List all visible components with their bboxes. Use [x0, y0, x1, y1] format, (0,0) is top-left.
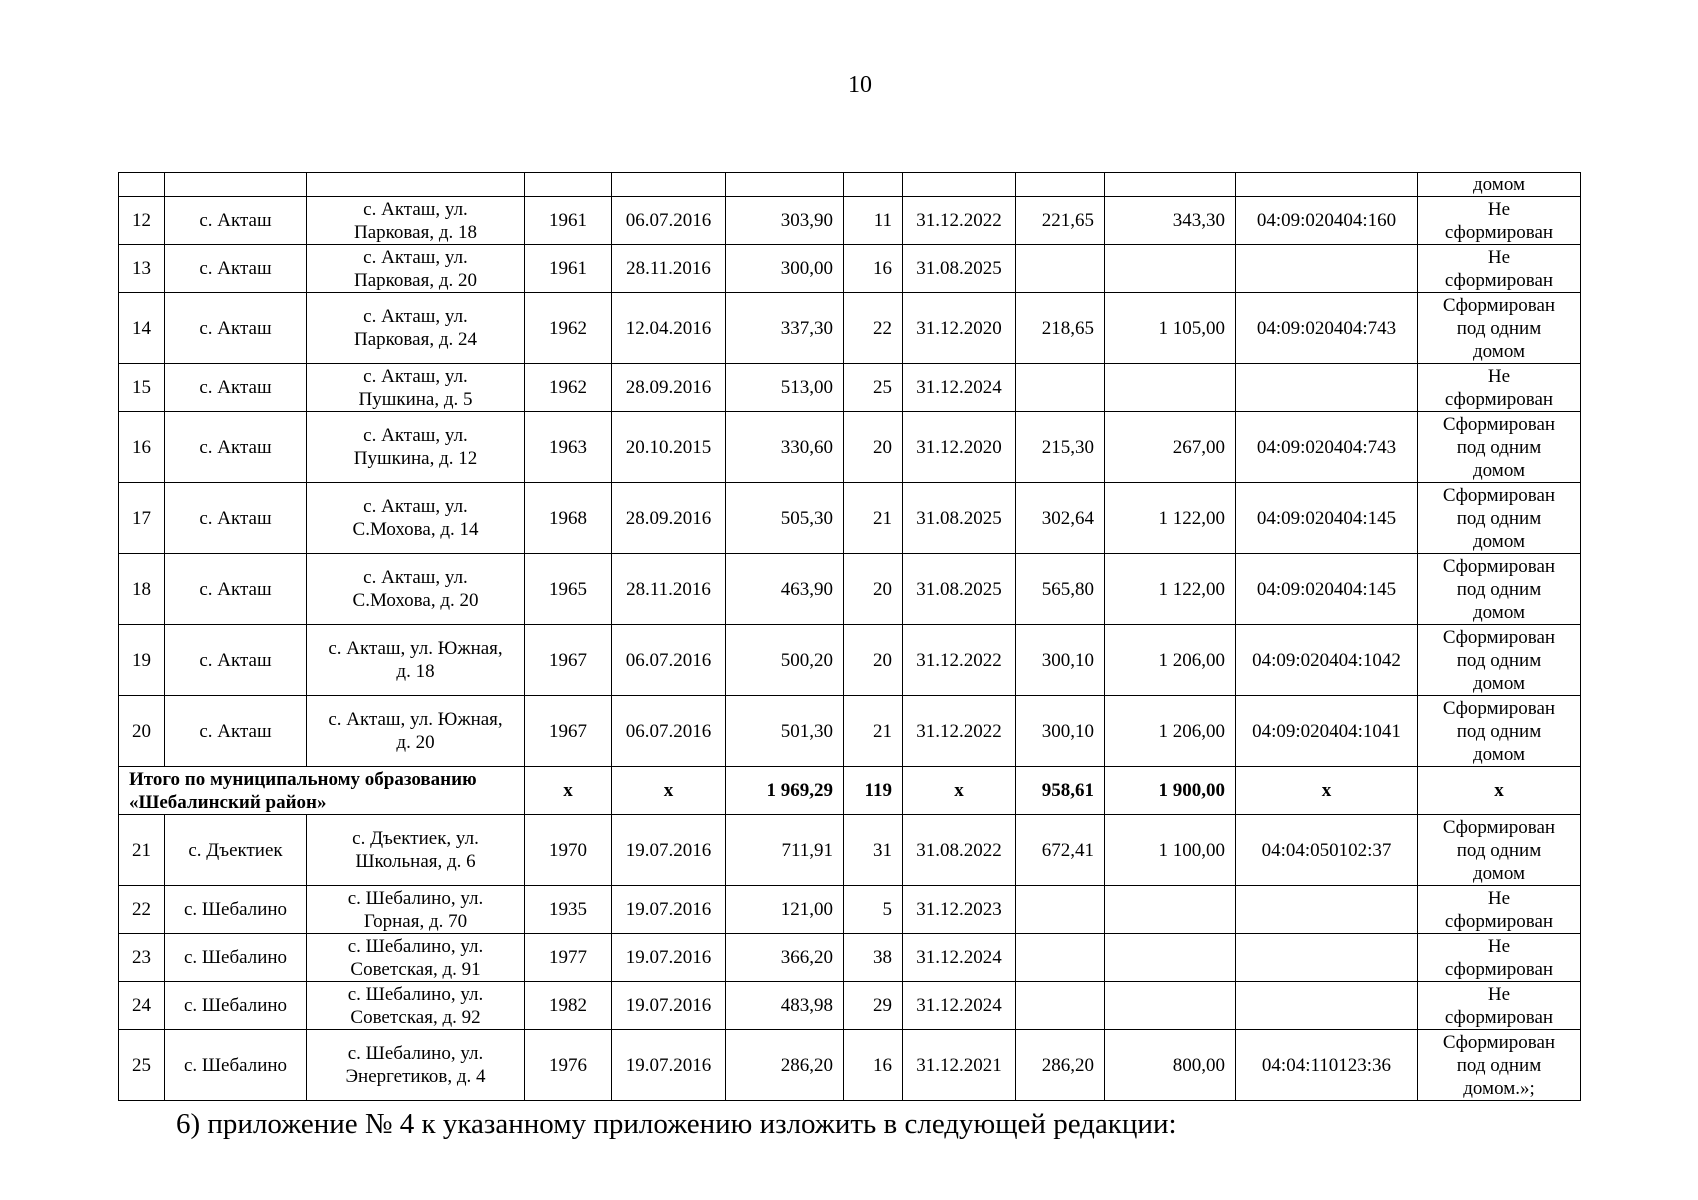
table-cell: 04:09:020404:1042	[1236, 625, 1418, 696]
table-cell: 11	[844, 197, 903, 245]
table-cell: с. Акташ	[165, 625, 307, 696]
table-cell: 267,00	[1105, 412, 1236, 483]
table-cell: 04:04:050102:37	[1236, 815, 1418, 886]
table-cell: 25	[844, 364, 903, 412]
cell-line: Не	[1487, 887, 1511, 909]
cell-line: с. Акташ, ул.	[363, 365, 468, 387]
table-cell: 366,20	[726, 934, 844, 982]
table-row	[119, 412, 1581, 483]
cell-line: Сформирован	[1442, 697, 1556, 719]
table-row	[119, 483, 1581, 554]
multiline-cell	[307, 245, 525, 293]
multiline-cell	[1418, 554, 1581, 625]
table-cell: 218,65	[1016, 293, 1105, 364]
multiline-cell	[307, 815, 525, 886]
table-row	[119, 364, 1581, 412]
table-cell: 513,00	[726, 364, 844, 412]
table-cell: 22	[119, 886, 165, 934]
table-cell: 12	[119, 197, 165, 245]
table-cell: 31.12.2022	[903, 625, 1016, 696]
cell-line: с. Шебалино, ул.	[347, 887, 484, 909]
table-cell: 5	[844, 886, 903, 934]
multiline-cell	[1418, 886, 1581, 934]
cell-line: с. Акташ, ул. Южная,	[328, 709, 503, 730]
cell-line: под одним	[1456, 317, 1542, 339]
table-cell: 20	[844, 554, 903, 625]
table-cell: 21	[119, 815, 165, 886]
table-cell	[1236, 982, 1418, 1030]
table-cell: 286,20	[726, 1030, 844, 1101]
table-cell: 19	[119, 625, 165, 696]
table-cell: 19.07.2016	[612, 815, 726, 886]
table-cell: 06.07.2016	[612, 197, 726, 245]
table-cell: 31.12.2020	[903, 293, 1016, 364]
table-cell	[307, 173, 525, 197]
cell-line: Парковая, д. 24	[354, 329, 477, 350]
table-cell	[1236, 886, 1418, 934]
cell-line: Не	[1487, 365, 1511, 387]
table-cell: 286,20	[1016, 1030, 1105, 1101]
table-cell: 14	[119, 293, 165, 364]
table-cell: с. Акташ	[165, 293, 307, 364]
table-cell	[612, 173, 726, 197]
table-row	[119, 293, 1581, 364]
cell-line: с. Акташ, ул. Южная,	[328, 638, 503, 659]
table-cell: 19.07.2016	[612, 886, 726, 934]
cell-line: Советская, д. 92	[350, 1006, 481, 1028]
table-cell: 04:09:020404:1041	[1236, 696, 1418, 767]
table-cell: 337,30	[726, 293, 844, 364]
table-cell: 31	[844, 815, 903, 886]
table-row	[119, 625, 1581, 696]
cell-line: Сформирован	[1442, 294, 1556, 316]
cell-line: домом	[1473, 743, 1525, 765]
multiline-cell	[1418, 197, 1581, 245]
multiline-cell	[307, 293, 525, 364]
table-cell	[1105, 173, 1236, 197]
table-cell	[1236, 934, 1418, 982]
table-row	[119, 982, 1581, 1030]
cell-line: домом	[1473, 459, 1525, 481]
cell-line: сформирован	[1444, 958, 1554, 980]
table-cell	[165, 173, 307, 197]
table-cell: 28.11.2016	[612, 245, 726, 293]
multiline-cell	[307, 197, 525, 245]
table-cell: 31.08.2025	[903, 483, 1016, 554]
multiline-cell	[307, 483, 525, 554]
cell-line: Сформирован	[1442, 413, 1556, 435]
cell-line: с. Шебалино, ул.	[347, 1043, 484, 1064]
table-cell: 16	[844, 245, 903, 293]
cell-line: с. Акташ, ул.	[363, 567, 468, 588]
table-cell	[1236, 245, 1418, 293]
table-cell: 121,00	[726, 886, 844, 934]
table-cell	[1105, 364, 1236, 412]
cell-line: Пушкина, д. 5	[358, 388, 473, 410]
table-cell: с. Шебалино	[165, 934, 307, 982]
table-cell: 1967	[525, 625, 612, 696]
cell-line: под одним	[1456, 436, 1542, 458]
table-cell: 19.07.2016	[612, 982, 726, 1030]
cell-line: Не	[1487, 246, 1511, 268]
cell-line: под одним	[1456, 720, 1542, 742]
cell-line: Энергетиков, д. 4	[345, 1066, 486, 1087]
table-cell	[1105, 982, 1236, 1030]
cell-line: с. Шебалино, ул.	[347, 983, 484, 1005]
table-cell: 1935	[525, 886, 612, 934]
table-cell: 1982	[525, 982, 612, 1030]
table-cell: 711,91	[726, 815, 844, 886]
table-cell: 20.10.2015	[612, 412, 726, 483]
cell-line: Не	[1487, 983, 1511, 1005]
table-cell: 1963	[525, 412, 612, 483]
cell-line: под одним	[1456, 1054, 1542, 1076]
multiline-cell	[307, 364, 525, 412]
table-cell: 463,90	[726, 554, 844, 625]
table-cell: 24	[119, 982, 165, 1030]
table-cell: 215,30	[1016, 412, 1105, 483]
table-cell: 1 105,00	[1105, 293, 1236, 364]
cell-line: Не	[1487, 935, 1511, 957]
multiline-cell	[1418, 625, 1581, 696]
table-cell: 31.12.2024	[903, 364, 1016, 412]
cell-line: Парковая, д. 20	[354, 269, 477, 291]
table-cell: 23	[119, 934, 165, 982]
table-cell: 330,60	[726, 412, 844, 483]
cell-line: под одним	[1456, 839, 1542, 861]
table-cell: 16	[844, 1030, 903, 1101]
table-row	[119, 1030, 1581, 1101]
table-cell: 958,61	[1016, 767, 1105, 815]
table-cell: 565,80	[1016, 554, 1105, 625]
table-cell: 38	[844, 934, 903, 982]
continuation-row	[119, 173, 1581, 197]
table-cell: х	[525, 767, 612, 815]
table-cell: 25	[119, 1030, 165, 1101]
cell-line: сформирован	[1444, 388, 1554, 410]
multiline-cell	[1418, 293, 1581, 364]
table-cell: 06.07.2016	[612, 696, 726, 767]
table-cell: 1962	[525, 364, 612, 412]
table-cell: 18	[119, 554, 165, 625]
housing-table	[118, 172, 1581, 1101]
table-cell: с. Акташ	[165, 412, 307, 483]
table-cell: 31.12.2024	[903, 934, 1016, 982]
cell-line: д. 20	[396, 732, 435, 753]
table-cell: 28.11.2016	[612, 554, 726, 625]
cell-line: с. Дъектиек, ул.	[352, 828, 479, 849]
table-cell	[1016, 934, 1105, 982]
table-row	[119, 815, 1581, 886]
table-cell: 16	[119, 412, 165, 483]
cell-line: домом	[1473, 672, 1525, 694]
table-cell: с. Шебалино	[165, 1030, 307, 1101]
table-cell: с. Дъектиек	[165, 815, 307, 886]
table-cell	[1016, 982, 1105, 1030]
table-cell: х	[1418, 767, 1581, 815]
cell-line: под одним	[1456, 578, 1542, 600]
table-cell	[1236, 173, 1418, 197]
table-row	[119, 934, 1581, 982]
table-cell: 31.12.2020	[903, 412, 1016, 483]
table-cell: 31.12.2024	[903, 982, 1016, 1030]
table-cell: 800,00	[1105, 1030, 1236, 1101]
table-cell: 1 900,00	[1105, 767, 1236, 815]
multiline-cell	[307, 934, 525, 982]
table-cell: 221,65	[1016, 197, 1105, 245]
cell-line: Пушкина, д. 12	[353, 448, 478, 469]
table-cell	[1236, 364, 1418, 412]
table-cell: 31.12.2023	[903, 886, 1016, 934]
table-row	[119, 554, 1581, 625]
table-cell	[1105, 245, 1236, 293]
table-row	[119, 197, 1581, 245]
cell-line: Парковая, д. 18	[354, 221, 477, 243]
table-cell: 04:04:110123:36	[1236, 1030, 1418, 1101]
table-cell: 29	[844, 982, 903, 1030]
table-cell: 04:09:020404:743	[1236, 412, 1418, 483]
multiline-cell	[307, 696, 525, 767]
cell-line: Итого по муниципальному образованию	[129, 768, 477, 790]
multiline-cell	[119, 767, 525, 815]
table-cell: 483,98	[726, 982, 844, 1030]
table-cell: с. Акташ	[165, 483, 307, 554]
table-cell: х	[612, 767, 726, 815]
cell-line: сформирован	[1444, 269, 1554, 291]
table-cell: 1 122,00	[1105, 554, 1236, 625]
table-cell	[525, 173, 612, 197]
table-cell: 21	[844, 483, 903, 554]
table-cell: 31.12.2022	[903, 696, 1016, 767]
cell-line: Советская, д. 91	[350, 958, 481, 980]
table-cell: 31.08.2022	[903, 815, 1016, 886]
table-cell: 20	[119, 696, 165, 767]
table-cell: 31.12.2021	[903, 1030, 1016, 1101]
multiline-cell	[1418, 815, 1581, 886]
multiline-cell	[307, 554, 525, 625]
cell-line: Сформирован	[1442, 484, 1556, 506]
table-cell	[844, 173, 903, 197]
table-cell	[119, 173, 165, 197]
cell-line: Сформирован	[1442, 816, 1556, 838]
table-cell	[903, 173, 1016, 197]
cell-line: С.Мохова, д. 20	[352, 590, 479, 611]
table-cell	[1016, 173, 1105, 197]
table-cell: с. Шебалино	[165, 982, 307, 1030]
cell-line: «Шебалинский район»	[129, 791, 327, 813]
multiline-cell	[307, 625, 525, 696]
multiline-cell	[1418, 364, 1581, 412]
multiline-cell	[307, 982, 525, 1030]
table-cell: 1961	[525, 197, 612, 245]
table-cell: 20	[844, 412, 903, 483]
table-row	[119, 245, 1581, 293]
table-cell: 1 206,00	[1105, 696, 1236, 767]
table-cell: 500,20	[726, 625, 844, 696]
multiline-cell	[1418, 982, 1581, 1030]
table-cell: 1961	[525, 245, 612, 293]
table-cell: с. Акташ	[165, 245, 307, 293]
cell-line: Школьная, д. 6	[355, 851, 476, 872]
table-cell: 04:09:020404:743	[1236, 293, 1418, 364]
multiline-cell	[307, 886, 525, 934]
table-cell: с. Акташ	[165, 554, 307, 625]
table-cell: 28.09.2016	[612, 483, 726, 554]
table-cell: 119	[844, 767, 903, 815]
table-cell: 1977	[525, 934, 612, 982]
cell-line: под одним	[1456, 649, 1542, 671]
multiline-cell	[1418, 412, 1581, 483]
cell-line: Сформирован	[1442, 1031, 1556, 1053]
cell-line: Сформирован	[1442, 555, 1556, 577]
cell-line: сформирован	[1444, 910, 1554, 932]
table-cell: 31.08.2025	[903, 245, 1016, 293]
table-row	[119, 696, 1581, 767]
table-row	[119, 886, 1581, 934]
table-cell: х	[903, 767, 1016, 815]
cell-line: домом.»;	[1463, 1077, 1535, 1099]
multiline-cell	[307, 412, 525, 483]
page-number: 10	[848, 72, 872, 98]
table-cell: 1 206,00	[1105, 625, 1236, 696]
table-cell: 12.04.2016	[612, 293, 726, 364]
multiline-cell	[1418, 934, 1581, 982]
total-row	[119, 767, 1581, 815]
table-cell	[1105, 886, 1236, 934]
table-cell: 1970	[525, 815, 612, 886]
table-cell: 505,30	[726, 483, 844, 554]
table-cell: 1962	[525, 293, 612, 364]
cell-line: Горная, д. 70	[363, 910, 468, 932]
cell-line: с. Акташ, ул.	[363, 496, 468, 517]
multiline-cell	[1418, 696, 1581, 767]
table-cell: 300,10	[1016, 625, 1105, 696]
table-cell: 501,30	[726, 696, 844, 767]
cell-line: Сформирован	[1442, 626, 1556, 648]
table-cell: 20	[844, 625, 903, 696]
table-cell: 15	[119, 364, 165, 412]
table-cell: 1976	[525, 1030, 612, 1101]
cell-line: домом	[1473, 530, 1525, 552]
table-cell: 31.08.2025	[903, 554, 1016, 625]
table-cell: 672,41	[1016, 815, 1105, 886]
table-cell: с. Шебалино	[165, 886, 307, 934]
cell-line: сформирован	[1444, 1006, 1554, 1028]
table-cell: 300,00	[726, 245, 844, 293]
table-cell: 1 122,00	[1105, 483, 1236, 554]
table-cell: 21	[844, 696, 903, 767]
cell-line: под одним	[1456, 507, 1542, 529]
table-cell: 04:09:020404:145	[1236, 554, 1418, 625]
table-cell: 19.07.2016	[612, 1030, 726, 1101]
table-cell: 17	[119, 483, 165, 554]
cell-line: Не	[1487, 198, 1511, 220]
table-cell: 343,30	[1105, 197, 1236, 245]
table-cell: 302,64	[1016, 483, 1105, 554]
table-cell: 1965	[525, 554, 612, 625]
table-cell: 1 100,00	[1105, 815, 1236, 886]
table-cell: с. Акташ	[165, 696, 307, 767]
table-cell: 300,10	[1016, 696, 1105, 767]
table-cell: 04:09:020404:160	[1236, 197, 1418, 245]
table-cell: 06.07.2016	[612, 625, 726, 696]
cell-line: с. Акташ, ул.	[363, 306, 468, 327]
table-cell: 1 969,29	[726, 767, 844, 815]
cell-line: домом	[1473, 862, 1525, 884]
multiline-cell	[307, 1030, 525, 1101]
table-cell	[1016, 245, 1105, 293]
table-cell	[1016, 886, 1105, 934]
cell-line: сформирован	[1444, 221, 1554, 243]
table-cell: х	[1236, 767, 1418, 815]
cell-line: С.Мохова, д. 14	[352, 519, 479, 540]
table-cell: 31.12.2022	[903, 197, 1016, 245]
cell-line: домом	[1473, 174, 1525, 195]
multiline-cell	[1418, 483, 1581, 554]
table-cell: 1967	[525, 696, 612, 767]
table-cell: с. Акташ	[165, 364, 307, 412]
table-cell	[726, 173, 844, 197]
table-cell	[1105, 934, 1236, 982]
multiline-cell	[1418, 173, 1581, 197]
table-cell: 04:09:020404:145	[1236, 483, 1418, 554]
cell-line: с. Акташ, ул.	[363, 198, 468, 220]
footer-instruction: 6) приложение № 4 к указанному приложению изложить в следующей редакции:	[176, 1108, 1177, 1140]
table-cell	[1016, 364, 1105, 412]
cell-line: с. Шебалино, ул.	[347, 935, 484, 957]
cell-line: с. Акташ, ул.	[363, 246, 468, 268]
table-cell: 303,90	[726, 197, 844, 245]
cell-line: д. 18	[396, 661, 435, 682]
table-cell: с. Акташ	[165, 197, 307, 245]
table-cell: 1968	[525, 483, 612, 554]
table-cell: 13	[119, 245, 165, 293]
multiline-cell	[1418, 245, 1581, 293]
cell-line: домом	[1473, 340, 1525, 362]
cell-line: с. Акташ, ул.	[363, 425, 468, 446]
multiline-cell	[1418, 1030, 1581, 1101]
table-cell: 19.07.2016	[612, 934, 726, 982]
table-cell: 22	[844, 293, 903, 364]
cell-line: домом	[1473, 601, 1525, 623]
table-cell: 28.09.2016	[612, 364, 726, 412]
